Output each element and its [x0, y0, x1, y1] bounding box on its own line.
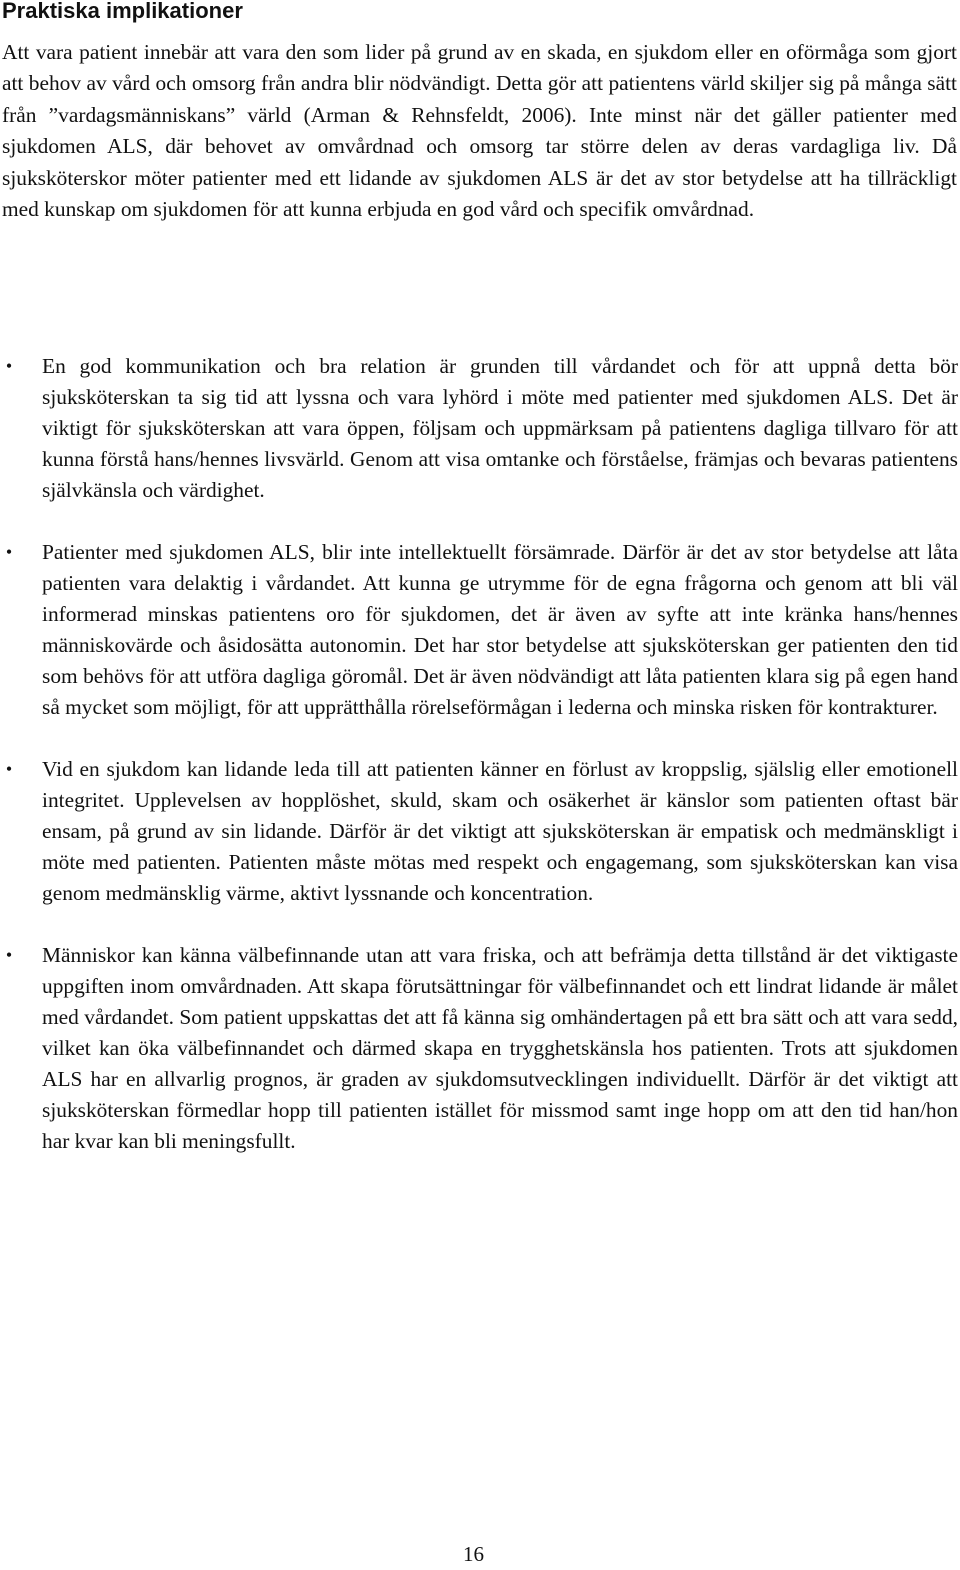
- list-item-text: Vid en sjukdom kan lidande leda till att patienten känner en förlust av kroppslig, själslig eller emotionell integritet. Upplevelsen av hopplöshet, skuld, skam och osäkerhet är känslor som patienten oftast bär ensam, på grund av sin lidande. Därför är det viktigt att sjuksköterskan är empatisk och medmänskligt i möte med patienten. Patienten måste mötas med respekt och engagemang, som sjuksköterskan kan visa genom medmänsklig värme, aktivt lyssnande och koncentration.: [42, 757, 958, 905]
- implications-list: [0, 351, 960, 1188]
- list-item-text: En god kommunikation och bra relation är grunden till vårdandet och för att uppnå detta bör sjuksköterskan ta sig tid att lyssna och vara lyhörd i möte med patienter med sjukdomen ALS. Det är viktigt för sjuksköterskan att vara öppen, följsam och uppmärksam på patientens dagliga tillvaro för att kunna förstå hans/hennes livsvärld. Genom att visa omtanke och förståelse, främjas och bevaras patientens självkänsla och värdighet.: [42, 354, 958, 502]
- list-item-text: Människor kan känna välbefinnande utan att vara friska, och att befrämja detta tillstånd är det viktigaste uppgiften inom omvårdnaden. Att skapa förutsättningar för välbefinnandet och ett lindrat lidande är målet med vårdandet. Som patient uppskattas det att få känna sig omhändertagen på ett bra sätt och att vara sedd, vilket kan öka välbefinnandet och därmed skapa en trygghetskänsla hos patienten. Trots att sjukdomen ALS har en allvarlig prognos, är graden av sjukdomsutvecklingen individuellt. Därför är det viktigt att sjuksköterskan förmedlar hopp till patienten istället för missmod samt inge hopp om att den tid han/hon har kvar kan bli meningsfullt.: [42, 943, 958, 1153]
- page-number: 16: [463, 1542, 484, 1566]
- list-item: [0, 940, 958, 1157]
- intro-paragraph: Att vara patient innebär att vara den som lider på grund av en skada, en sjukdom eller en oförmåga som gjort att behov av vård och omsorg från andra blir nödvändigt. Detta gör att patientens värld skiljer sig på många sätt från ”vardagsmänniskans” värld (Arman & Rehnsfeldt, 2006). Inte minst när det gäller patienter med sjukdomen ALS, där behovet av omvårdnad och omsorg tar större delen av deras vardagliga liv. Då sjuksköterskor möter patienter med ett lidande av sjukdomen ALS är det av stor betydelse att ha tillräckligt med kunskap om sjukdomen för att kunna erbjuda en god vård och specifik omvårdnad.: [2, 40, 957, 222]
- bullet-icon: •: [5, 356, 13, 376]
- list-item: [0, 754, 958, 909]
- list-item-text: Patienter med sjukdomen ALS, blir inte intellektuellt försämrade. Därför är det av stor betydelse att låta patienten vara delaktig i vårdandet. Att kunna ge utrymme för de egna frågorna och genom att bli väl informerad minskas patientens oro för sjukdomen, det är även av syfte att inte kränka hans/hennes människovärde och åsidosätta autonomin. Det har stor betydelse att sjuksköterskan ger patienten den tid som behövs för att utföra dagliga göromål. Det är även nödvändigt att låta patienten klara sig på egen hand så mycket som möjligt, för att upprätthålla rörelseförmågan i lederna och minska risken för kontrakturer.: [42, 540, 958, 719]
- list-item: [0, 537, 958, 723]
- list-item: [0, 351, 958, 506]
- section-heading: Praktiska implikationer: [2, 0, 243, 23]
- bullet-icon: •: [5, 945, 13, 965]
- bullet-icon: •: [5, 759, 13, 779]
- bullet-icon: •: [5, 542, 13, 562]
